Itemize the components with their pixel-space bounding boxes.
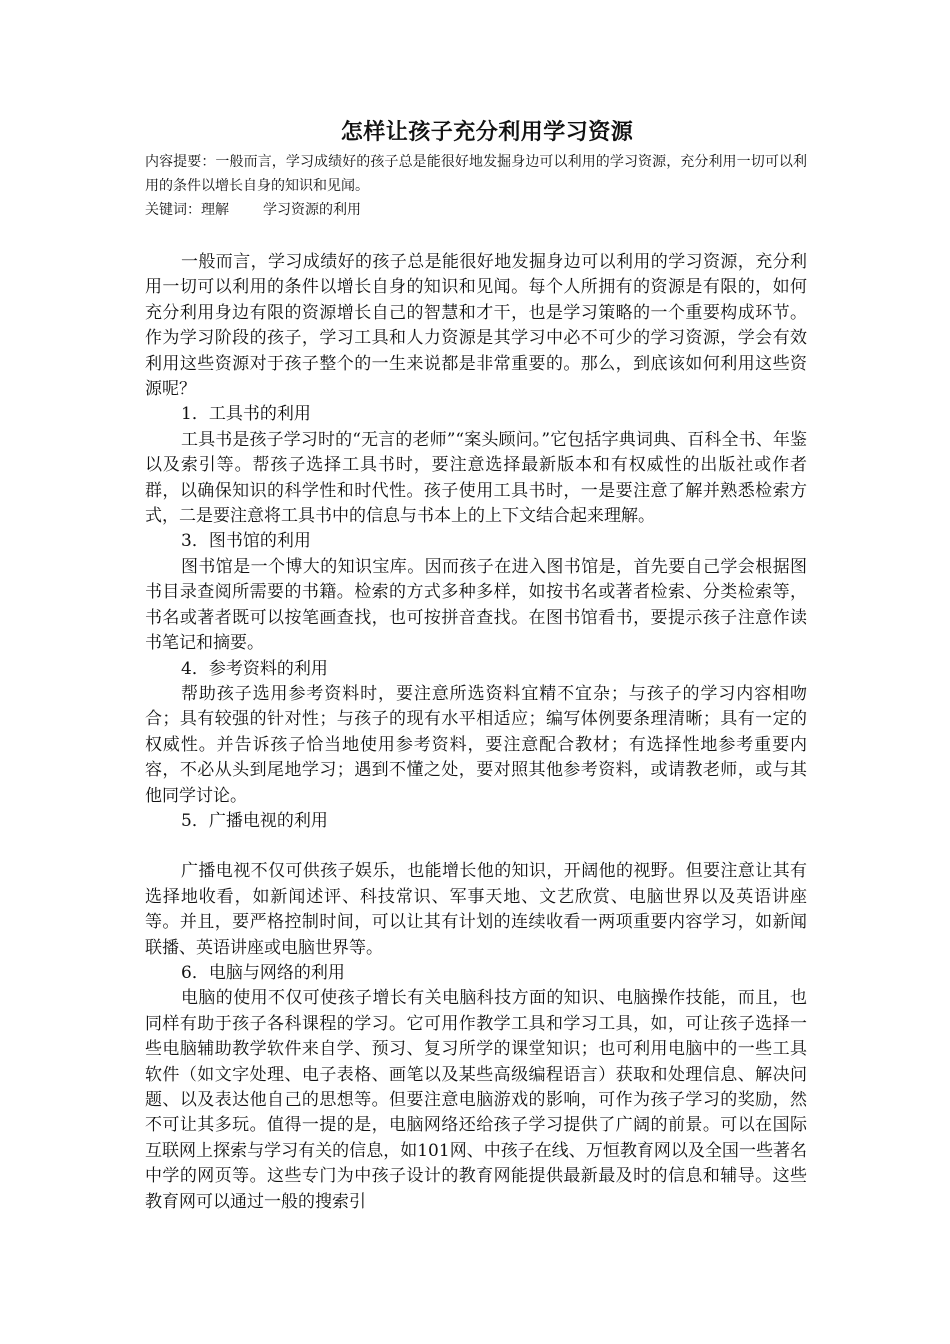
intro-paragraph: 一般而言，学习成绩好的孩子总是能很好地发掘身边可以利用的学习资源，充分利用一切可以利用的条件以增长自身的知识和见闻。每个人所拥有的资源是有限的，如何充分利用身边有限的资源增长自己的智慧和才干，也是学习策略的一个重要构成环节。作为学习阶段的孩子，学习工具和人力资源是其学习中必不可少的学习资源，学会有效利用这些资源对于孩子整个的一生来说都是非常重要的。那么，到底该如何利用这些资源呢？: [145, 252, 807, 400]
keywords-label: 关键词：理解: [145, 202, 229, 218]
section-body-computer: 电脑的使用不仅可使孩子增长有关电脑科技方面的知识、电脑操作技能，而且，也同样有助于孩子各科课程的学习。它可用作教学工具和学习工具，如，可让孩子选择一些电脑辅助教学软件来自学、预习、复习所学的课堂知识；也可利用电脑中的一些工具软件（如文字处理、电子表格、画笔以及某些高级编程语言）获取和处理信息、解决问题、以及表达他自己的思想等。但要注意电脑游戏的影响，可作为孩子学习的奖励，然不可让其多玩。值得一提的是，电脑网络还给孩子学习提供了广阔的前景。可以在国际互联网上探索与学习有关的信息，如101网、中孩子在线、万恒教育网以及全国一些著名中学的网页等。这些专门为中孩子设计的教育网能提供最新最及时的信息和辅导。这些教育网可以通过一般的搜索引: [145, 988, 807, 1212]
abstract: 内容提要：一般而言，学习成绩好的孩子总是能很好地发掘身边可以利用的学习资源，充分利用一切可以利用的条件以增长自身的知识和见闻。: [145, 154, 807, 194]
section-heading-reference: 4．参考资料的利用: [181, 658, 328, 679]
section-heading-library: 3．图书馆的利用: [181, 531, 311, 552]
section-heading-computer: 6．电脑与网络的利用: [181, 962, 345, 983]
section-body-tool-books: 工具书是孩子学习时的“无言的老师”“案头顾问。”它包括字典词典、百科全书、年鉴以及索引等。帮孩子选择工具书时，要注意选择最新版本和有权威性的出版社或作者群，以确保知识的科学性和时代性。孩子使用工具书时，一是要注意了解并熟悉检索方式，二是要注意将工具书中的信息与书本上的上下文结合起来理解。: [145, 429, 807, 527]
section-heading-tool-books: 1．工具书的利用: [181, 404, 311, 425]
keywords: [145, 198, 807, 222]
section-body-reference: 帮助孩子选用参考资料时，要注意所选资料宜精不宜杂；与孩子的学习内容相吻合；具有较强的针对性；与孩子的现有水平相适应；编写体例要条理清晰；具有一定的权威性。并告诉孩子恰当地使用参考资料，要注意配合教材；有选择性地参考重要内容，不必从头到尾地学习；遇到不懂之处，要对照其他参考资料，或请教老师，或与其他同学讨论。: [145, 683, 807, 806]
keywords-term: 学习资源的利用: [263, 202, 361, 218]
section-body-broadcast: 广播电视不仅可供孩子娱乐，也能增长他的知识，开阔他的视野。但要注意让其有选择地收看，如新闻述评、科技常识、军事天地、文艺欣赏、电脑世界以及英语讲座等。并且，要严格控制时间，可以让其有计划的连续收看一两项重要内容学习，如新闻联播、英语讲座或电脑世界等。: [145, 861, 807, 958]
document-title: 怎样让孩子充分利用学习资源: [340, 120, 634, 145]
document-page: [145, 118, 807, 1215]
section-body-library: 图书馆是一个博大的知识宝库。因而孩子在进入图书馆是，首先要自己学会根据图书目录查阅所需要的书籍。检索的方式多种多样，如按书名或著者检索、分类检索等，书名或著者既可以按笔画查找，也可按拼音查找。在图书馆看书，要提示孩子注意作读书笔记和摘要。: [145, 556, 807, 654]
section-heading-broadcast: 5．广播电视的利用: [181, 810, 328, 831]
